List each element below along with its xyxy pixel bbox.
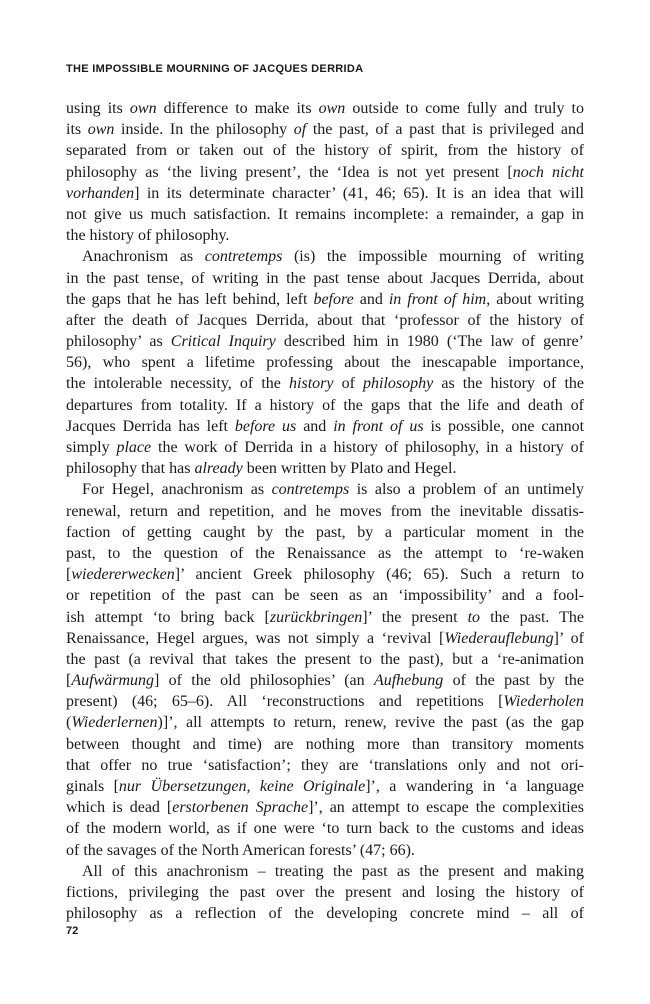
text-line — [66, 734, 584, 755]
text-span: departures from totality. If a history of the gaps that the life and death of — [66, 396, 584, 414]
italic-span: wiedererwecken — [71, 566, 175, 584]
text-span: of the savages of the North American forests’ (47; 66). — [66, 841, 415, 859]
text-line — [66, 797, 584, 818]
italic-span: history — [289, 375, 334, 393]
text-span: which is dead [ — [66, 799, 173, 817]
text-line — [66, 543, 584, 564]
text-span: after the death of Jacques Derrida, about that ‘professor of the history of — [66, 311, 584, 329]
text-line — [66, 712, 584, 733]
italic-span: noch nicht — [512, 163, 584, 181]
text-span: and — [296, 417, 334, 435]
text-span: Jacques Derrida has left — [66, 417, 235, 435]
page-number: 72 — [66, 925, 79, 937]
text-line — [66, 670, 584, 691]
italic-span: zurückbringen — [269, 608, 363, 626]
text-line — [66, 479, 584, 500]
text-span: past, to the question of the Renaissance as the attempt to ‘re-waken — [66, 544, 584, 562]
text-span: Anachronism as — [82, 248, 205, 266]
italic-span: of — [293, 121, 307, 139]
italic-span: own — [129, 100, 157, 117]
text-span: separated from or taken out of the history of spirit, from the history of — [66, 142, 584, 160]
text-line — [66, 289, 584, 310]
text-span: simply — [66, 439, 117, 456]
text-line — [66, 268, 584, 289]
italic-span: Wiederholen — [503, 693, 584, 711]
text-line — [66, 246, 584, 267]
text-span: [ — [66, 672, 72, 690]
italic-span: in front of him — [388, 290, 487, 308]
text-span: ish attempt ‘to bring back [ — [66, 608, 270, 626]
text-span: renewal, return and repetition, and he moves from the inevitable dissatis- — [66, 502, 584, 520]
italic-span: in front of us — [333, 417, 424, 435]
italic-span: before us — [234, 417, 297, 435]
text-span: between thought and time) are nothing more than transitory moments — [66, 735, 584, 753]
text-span: in the past tense, of writing in the past tense about Jacques Derrida, about — [66, 269, 584, 287]
text-line — [66, 437, 584, 458]
text-span: of the past by the — [443, 672, 584, 690]
text-line — [66, 840, 584, 861]
text-span: )]’, all attempts to return, renew, revive the past (as the gap — [157, 714, 584, 732]
text-line — [66, 882, 584, 903]
italic-span: contretemps — [204, 248, 283, 266]
text-span: fictions, privileging the past over the present and losing the history of — [66, 883, 584, 901]
text-span: as the history of the — [433, 375, 584, 393]
italic-span: nur Übersetzungen, keine Originale — [118, 778, 366, 795]
text-span: faction of getting caught by the past, by a particular moment in the — [66, 523, 584, 541]
text-line — [66, 755, 584, 776]
text-span: (is) the impossible mourning of writing — [282, 248, 584, 266]
text-span: inside. In the philosophy — [114, 121, 294, 139]
text-span: ginals [ — [66, 778, 119, 795]
italic-span: own — [87, 121, 115, 139]
text-span: the gaps that he has left behind, left — [66, 290, 314, 308]
text-span: outside to come fully and truly to — [345, 100, 584, 117]
text-span: present) (46; 65–6). All ‘reconstructions and repetitions [ — [66, 693, 504, 711]
text-line — [66, 204, 584, 225]
text-span: ( — [66, 714, 72, 732]
italic-span: philosophy — [363, 375, 434, 393]
text-line — [66, 162, 584, 183]
text-line — [66, 140, 584, 161]
text-span: the intolerable necessity, of the — [66, 375, 290, 393]
text-line — [66, 903, 584, 924]
text-span: the past. The — [480, 608, 584, 626]
text-span: that offer no true ‘satisfaction’; they are ‘translations only and not ori- — [66, 756, 584, 774]
text-span: using its — [66, 100, 130, 117]
text-line — [66, 691, 584, 712]
text-span: All of this anachronism – treating the past as the present and making — [82, 862, 584, 880]
text-line — [66, 119, 584, 140]
text-span: is possible, one cannot — [423, 417, 584, 435]
text-span: Renaissance, Hegel argues, was not simply a ‘revival [ — [66, 629, 445, 647]
italic-span: to — [467, 608, 481, 626]
italic-span: before — [313, 290, 354, 308]
body-text — [66, 98, 584, 924]
text-line — [66, 331, 584, 352]
italic-span: Wiederlernen — [71, 714, 158, 732]
text-line — [66, 585, 584, 606]
italic-span: Aufwärmung — [71, 672, 154, 690]
italic-span: erstorbenen Sprache — [172, 799, 309, 817]
text-line — [66, 564, 584, 585]
text-span: is also a problem of an untimely — [349, 481, 584, 499]
text-span: difference to make its — [156, 100, 319, 117]
text-span: been written by Plato and Hegel. — [242, 460, 457, 478]
text-span: not give us much satisfaction. It remains incomplete: a remainder, a gap in — [66, 205, 584, 223]
text-span: the work of Derrida in a history of philosophy, in a history of — [151, 439, 584, 456]
text-span: ]’ of — [553, 629, 584, 647]
text-span: the past (a revival that takes the present to the past), but a ‘re-animation — [66, 650, 584, 668]
text-span: For Hegel, anachronism as — [82, 481, 272, 499]
text-span: philosophy that has — [66, 460, 195, 478]
text-line — [66, 416, 584, 437]
text-line — [66, 818, 584, 839]
text-line — [66, 607, 584, 628]
text-line — [66, 225, 584, 246]
text-line — [66, 352, 584, 373]
text-line — [66, 98, 584, 119]
text-span: philosophy’ as — [66, 333, 171, 351]
text-line — [66, 501, 584, 522]
italic-span: contretemps — [271, 481, 350, 499]
text-span: [ — [66, 566, 72, 584]
text-span: the history of philosophy. — [66, 227, 230, 245]
text-span: its — [66, 121, 88, 139]
text-span: ] of the old philosophies’ (an — [154, 672, 374, 690]
text-line — [66, 861, 584, 882]
italic-span: Critical Inquiry — [170, 333, 276, 351]
text-span: philosophy as a reflection of the developing concrete mind – all of — [66, 905, 584, 923]
text-span: ]’ ancient Greek philosophy (46; 65). Such a return to — [174, 566, 584, 584]
text-span: , about writing — [486, 290, 584, 308]
text-span: of the modern world, as if one were ‘to turn back to the customs and ideas — [66, 820, 584, 838]
italic-span: place — [116, 439, 152, 456]
running-head: THE IMPOSSIBLE MOURNING OF JACQUES DERRIDA — [66, 63, 364, 75]
italic-span: already — [194, 460, 243, 478]
italic-span: vorhanden — [66, 184, 135, 202]
text-line — [66, 628, 584, 649]
text-span: or repetition of the past can be seen as an ‘impossibility’ and a fool- — [66, 587, 584, 605]
text-line — [66, 649, 584, 670]
text-line — [66, 776, 584, 797]
text-line — [66, 183, 584, 204]
italic-span: Wiederauflebung — [444, 629, 554, 647]
text-span: ]’, a wandering in ‘a language — [365, 778, 584, 795]
text-span: ]’, an attempt to escape the complexities — [308, 799, 584, 817]
text-line — [66, 310, 584, 331]
text-span: ] in its determinate character’ (41, 46; 65). It is an idea that will — [134, 184, 584, 202]
text-span: and — [353, 290, 389, 308]
italic-span: own — [318, 100, 346, 117]
text-span: 56), who spent a lifetime professing about the inescapable importance, — [66, 354, 584, 372]
text-line — [66, 395, 584, 416]
text-span: described him in 1980 (‘The law of genre’ — [275, 333, 584, 351]
text-span: the past, of a past that is privileged and — [306, 121, 584, 139]
text-line — [66, 458, 584, 479]
text-span: philosophy as ‘the living present’, the ‘Idea is not yet present [ — [66, 163, 513, 181]
text-line — [66, 522, 584, 543]
italic-span: Aufhebung — [373, 672, 444, 690]
text-span: ]’ the present — [362, 608, 468, 626]
text-line — [66, 373, 584, 394]
text-span: of — [333, 375, 364, 393]
